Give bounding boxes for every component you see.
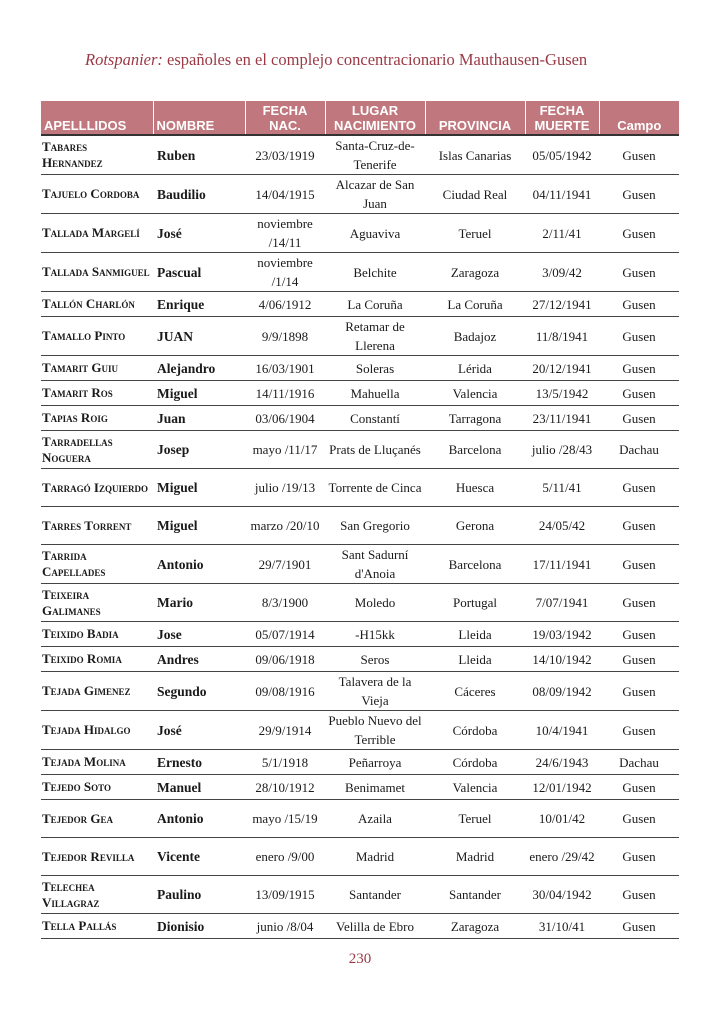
cell-apellidos: Tejada Molina bbox=[41, 750, 153, 775]
cell-fecha-muerte: 30/04/1942 bbox=[525, 876, 599, 914]
cell-fecha-nac: 28/10/1912 bbox=[245, 775, 325, 800]
cell-campo: Gusen bbox=[599, 838, 679, 876]
table-row bbox=[41, 469, 679, 507]
cell-nombre: Baudilio bbox=[153, 175, 245, 214]
cell-fecha-muerte: 23/11/1941 bbox=[525, 406, 599, 431]
running-head-italic: Rotspanier: bbox=[85, 50, 163, 69]
cell-fecha-muerte: 31/10/41 bbox=[525, 914, 599, 939]
cell-nombre: José bbox=[153, 711, 245, 750]
cell-fecha-muerte: 27/12/1941 bbox=[525, 292, 599, 317]
cell-fecha-nac: mayo /11/17 bbox=[245, 431, 325, 469]
cell-fecha-nac: mayo /15/19 bbox=[245, 800, 325, 838]
table-row bbox=[41, 584, 679, 622]
table-row bbox=[41, 253, 679, 292]
cell-nombre: Miguel bbox=[153, 381, 245, 406]
cell-campo: Gusen bbox=[599, 622, 679, 647]
cell-provincia: Madrid bbox=[425, 838, 525, 876]
cell-lugar-nacimiento: Madrid bbox=[325, 838, 425, 876]
cell-provincia: Huesca bbox=[425, 469, 525, 507]
cell-provincia: Santander bbox=[425, 876, 525, 914]
cell-apellidos: Tabares Hernandez bbox=[41, 135, 153, 175]
table-row bbox=[41, 135, 679, 175]
table-row bbox=[41, 406, 679, 431]
table-row bbox=[41, 622, 679, 647]
cell-nombre: Ruben bbox=[153, 135, 245, 175]
cell-campo: Gusen bbox=[599, 507, 679, 545]
cell-lugar-nacimiento: Azaila bbox=[325, 800, 425, 838]
cell-fecha-muerte: 08/09/1942 bbox=[525, 672, 599, 711]
cell-campo: Gusen bbox=[599, 253, 679, 292]
cell-fecha-muerte: 5/11/41 bbox=[525, 469, 599, 507]
table-row bbox=[41, 838, 679, 876]
cell-campo: Gusen bbox=[599, 711, 679, 750]
cell-campo: Gusen bbox=[599, 584, 679, 622]
cell-apellidos: Tejedor Gea bbox=[41, 800, 153, 838]
cell-nombre: Manuel bbox=[153, 775, 245, 800]
cell-lugar-nacimiento: Pueblo Nuevo del Terrible bbox=[325, 711, 425, 750]
cell-fecha-muerte: 05/05/1942 bbox=[525, 135, 599, 175]
cell-fecha-muerte: 04/11/1941 bbox=[525, 175, 599, 214]
cell-nombre: Miguel bbox=[153, 469, 245, 507]
table-row bbox=[41, 214, 679, 253]
table-row bbox=[41, 545, 679, 584]
cell-lugar-nacimiento: Sant Sadurní d'Anoia bbox=[325, 545, 425, 584]
cell-fecha-muerte: 10/4/1941 bbox=[525, 711, 599, 750]
cell-campo: Gusen bbox=[599, 292, 679, 317]
cell-provincia: Valencia bbox=[425, 381, 525, 406]
cell-campo: Gusen bbox=[599, 775, 679, 800]
cell-fecha-muerte: 24/05/42 bbox=[525, 507, 599, 545]
cell-campo: Gusen bbox=[599, 469, 679, 507]
cell-fecha-muerte: 13/5/1942 bbox=[525, 381, 599, 406]
cell-apellidos: Tejedor Revilla bbox=[41, 838, 153, 876]
table-row bbox=[41, 750, 679, 775]
cell-lugar-nacimiento: Belchite bbox=[325, 253, 425, 292]
table-row bbox=[41, 800, 679, 838]
cell-lugar-nacimiento: Soleras bbox=[325, 356, 425, 381]
cell-lugar-nacimiento: Constantí bbox=[325, 406, 425, 431]
cell-fecha-muerte: 20/12/1941 bbox=[525, 356, 599, 381]
cell-fecha-nac: 05/07/1914 bbox=[245, 622, 325, 647]
cell-apellidos: Tarradellas Noguera bbox=[41, 431, 153, 469]
cell-campo: Gusen bbox=[599, 672, 679, 711]
cell-apellidos: Tamallo Pinto bbox=[41, 317, 153, 356]
cell-provincia: Portugal bbox=[425, 584, 525, 622]
cell-fecha-nac: 29/7/1901 bbox=[245, 545, 325, 584]
cell-provincia: Badajoz bbox=[425, 317, 525, 356]
cell-fecha-muerte: 14/10/1942 bbox=[525, 647, 599, 672]
cell-apellidos: Tapias Roig bbox=[41, 406, 153, 431]
cell-fecha-nac: 14/04/1915 bbox=[245, 175, 325, 214]
cell-lugar-nacimiento: Retamar de Llerena bbox=[325, 317, 425, 356]
cell-apellidos: Tarres Torrent bbox=[41, 507, 153, 545]
cell-provincia: Zaragoza bbox=[425, 253, 525, 292]
cell-lugar-nacimiento: La Coruña bbox=[325, 292, 425, 317]
cell-lugar-nacimiento: Santa-Cruz-de-Tenerife bbox=[325, 135, 425, 175]
table-row bbox=[41, 775, 679, 800]
cell-nombre: Juan bbox=[153, 406, 245, 431]
cell-lugar-nacimiento: -H15kk bbox=[325, 622, 425, 647]
table-row bbox=[41, 292, 679, 317]
cell-provincia: Gerona bbox=[425, 507, 525, 545]
table-row bbox=[41, 431, 679, 469]
cell-provincia: Lleida bbox=[425, 622, 525, 647]
table-row bbox=[41, 381, 679, 406]
cell-provincia: Teruel bbox=[425, 800, 525, 838]
cell-lugar-nacimiento: Moledo bbox=[325, 584, 425, 622]
cell-campo: Gusen bbox=[599, 800, 679, 838]
cell-apellidos: Tella Pallás bbox=[41, 914, 153, 939]
cell-fecha-nac: 03/06/1904 bbox=[245, 406, 325, 431]
cell-apellidos: Tamarit Guiu bbox=[41, 356, 153, 381]
cell-campo: Gusen bbox=[599, 914, 679, 939]
col-header-nombre: NOMBRE bbox=[153, 101, 245, 135]
cell-fecha-muerte: 3/09/42 bbox=[525, 253, 599, 292]
cell-fecha-nac: noviembre /14/11 bbox=[245, 214, 325, 253]
cell-apellidos: Tajuelo Cordoba bbox=[41, 175, 153, 214]
cell-fecha-muerte: 17/11/1941 bbox=[525, 545, 599, 584]
table-row bbox=[41, 876, 679, 914]
cell-apellidos: Teixido Romia bbox=[41, 647, 153, 672]
cell-fecha-muerte: 2/11/41 bbox=[525, 214, 599, 253]
cell-fecha-nac: 5/1/1918 bbox=[245, 750, 325, 775]
cell-fecha-nac: noviembre /1/14 bbox=[245, 253, 325, 292]
table-row bbox=[41, 914, 679, 939]
cell-fecha-nac: 09/08/1916 bbox=[245, 672, 325, 711]
cell-provincia: Lleida bbox=[425, 647, 525, 672]
cell-fecha-nac: julio /19/13 bbox=[245, 469, 325, 507]
cell-nombre: Miguel bbox=[153, 507, 245, 545]
cell-provincia: La Coruña bbox=[425, 292, 525, 317]
col-header-apellidos: APELLLIDOS bbox=[41, 101, 153, 135]
cell-nombre: José bbox=[153, 214, 245, 253]
cell-apellidos: Telechea Villagraz bbox=[41, 876, 153, 914]
cell-fecha-nac: 4/06/1912 bbox=[245, 292, 325, 317]
cell-provincia: Cáceres bbox=[425, 672, 525, 711]
cell-fecha-nac: 13/09/1915 bbox=[245, 876, 325, 914]
cell-provincia: Lérida bbox=[425, 356, 525, 381]
col-header-fecha-muerte: FECHA MUERTE bbox=[525, 101, 599, 135]
cell-fecha-nac: marzo /20/10 bbox=[245, 507, 325, 545]
cell-fecha-muerte: 19/03/1942 bbox=[525, 622, 599, 647]
cell-lugar-nacimiento: Torrente de Cinca bbox=[325, 469, 425, 507]
cell-campo: Gusen bbox=[599, 876, 679, 914]
cell-fecha-nac: 8/3/1900 bbox=[245, 584, 325, 622]
col-header-fecha-nac: FECHA NAC. bbox=[245, 101, 325, 135]
cell-apellidos: Tejada Hidalgo bbox=[41, 711, 153, 750]
cell-campo: Gusen bbox=[599, 356, 679, 381]
cell-fecha-nac: 9/9/1898 bbox=[245, 317, 325, 356]
cell-provincia: Zaragoza bbox=[425, 914, 525, 939]
cell-campo: Gusen bbox=[599, 545, 679, 584]
cell-campo: Gusen bbox=[599, 647, 679, 672]
cell-apellidos: Teixido Badia bbox=[41, 622, 153, 647]
cell-fecha-nac: 29/9/1914 bbox=[245, 711, 325, 750]
cell-lugar-nacimiento: Aguaviva bbox=[325, 214, 425, 253]
cell-lugar-nacimiento: San Gregorio bbox=[325, 507, 425, 545]
col-header-lugar-nacimiento: LUGAR NACIMIENTO bbox=[325, 101, 425, 135]
cell-fecha-nac: 14/11/1916 bbox=[245, 381, 325, 406]
cell-nombre: Segundo bbox=[153, 672, 245, 711]
cell-nombre: Vicente bbox=[153, 838, 245, 876]
table-row bbox=[41, 672, 679, 711]
table-row bbox=[41, 507, 679, 545]
cell-campo: Gusen bbox=[599, 406, 679, 431]
cell-campo: Gusen bbox=[599, 175, 679, 214]
cell-apellidos: Tamarit Ros bbox=[41, 381, 153, 406]
cell-nombre: Mario bbox=[153, 584, 245, 622]
cell-fecha-nac: 16/03/1901 bbox=[245, 356, 325, 381]
cell-nombre: Enrique bbox=[153, 292, 245, 317]
cell-fecha-muerte: 7/07/1941 bbox=[525, 584, 599, 622]
cell-lugar-nacimiento: Talavera de la Vieja bbox=[325, 672, 425, 711]
cell-apellidos: Tejedo Soto bbox=[41, 775, 153, 800]
cell-lugar-nacimiento: Mahuella bbox=[325, 381, 425, 406]
col-header-campo: Campo bbox=[599, 101, 679, 135]
table-row bbox=[41, 317, 679, 356]
cell-fecha-nac: 09/06/1918 bbox=[245, 647, 325, 672]
cell-lugar-nacimiento: Prats de Lluçanés bbox=[325, 431, 425, 469]
cell-provincia: Barcelona bbox=[425, 431, 525, 469]
cell-fecha-muerte: 10/01/42 bbox=[525, 800, 599, 838]
table-header-row bbox=[41, 101, 679, 135]
cell-nombre: Dionisio bbox=[153, 914, 245, 939]
cell-provincia: Islas Canarias bbox=[425, 135, 525, 175]
cell-provincia: Tarragona bbox=[425, 406, 525, 431]
cell-fecha-nac: junio /8/04 bbox=[245, 914, 325, 939]
cell-fecha-muerte: 12/01/1942 bbox=[525, 775, 599, 800]
cell-fecha-nac: enero /9/00 bbox=[245, 838, 325, 876]
cell-lugar-nacimiento: Alcazar de San Juan bbox=[325, 175, 425, 214]
cell-provincia: Barcelona bbox=[425, 545, 525, 584]
cell-fecha-muerte: 24/6/1943 bbox=[525, 750, 599, 775]
page-number: 230 bbox=[348, 951, 372, 967]
cell-nombre: Antonio bbox=[153, 545, 245, 584]
cell-fecha-muerte: enero /29/42 bbox=[525, 838, 599, 876]
prisoner-table bbox=[41, 101, 679, 939]
cell-lugar-nacimiento: Peñarroya bbox=[325, 750, 425, 775]
cell-provincia: Teruel bbox=[425, 214, 525, 253]
cell-apellidos: Tallada Sanmiguel bbox=[41, 253, 153, 292]
cell-apellidos: Tarrida Capellades bbox=[41, 545, 153, 584]
table-row bbox=[41, 711, 679, 750]
running-head bbox=[85, 50, 587, 70]
cell-provincia: Córdoba bbox=[425, 750, 525, 775]
cell-campo: Gusen bbox=[599, 214, 679, 253]
cell-provincia: Valencia bbox=[425, 775, 525, 800]
running-head-rest: españoles en el complejo concentracionario Mauthausen-Gusen bbox=[162, 50, 588, 69]
cell-fecha-muerte: julio /28/43 bbox=[525, 431, 599, 469]
cell-campo: Dachau bbox=[599, 750, 679, 775]
cell-nombre: JUAN bbox=[153, 317, 245, 356]
cell-lugar-nacimiento: Benimamet bbox=[325, 775, 425, 800]
col-header-provincia: PROVINCIA bbox=[425, 101, 525, 135]
cell-apellidos: Tarragó Izquierdo bbox=[41, 469, 153, 507]
cell-lugar-nacimiento: Santander bbox=[325, 876, 425, 914]
cell-fecha-muerte: 11/8/1941 bbox=[525, 317, 599, 356]
cell-campo: Gusen bbox=[599, 135, 679, 175]
cell-nombre: Paulino bbox=[153, 876, 245, 914]
cell-nombre: Andres bbox=[153, 647, 245, 672]
cell-provincia: Ciudad Real bbox=[425, 175, 525, 214]
cell-nombre: Pascual bbox=[153, 253, 245, 292]
cell-lugar-nacimiento: Seros bbox=[325, 647, 425, 672]
cell-campo: Gusen bbox=[599, 317, 679, 356]
cell-nombre: Jose bbox=[153, 622, 245, 647]
cell-provincia: Córdoba bbox=[425, 711, 525, 750]
cell-lugar-nacimiento: Velilla de Ebro bbox=[325, 914, 425, 939]
cell-nombre: Josep bbox=[153, 431, 245, 469]
table-row bbox=[41, 356, 679, 381]
cell-campo: Dachau bbox=[599, 431, 679, 469]
cell-apellidos: Tallón Charlón bbox=[41, 292, 153, 317]
cell-apellidos: Tallada Margelí bbox=[41, 214, 153, 253]
cell-fecha-nac: 23/03/1919 bbox=[245, 135, 325, 175]
table-row bbox=[41, 175, 679, 214]
cell-nombre: Alejandro bbox=[153, 356, 245, 381]
cell-campo: Gusen bbox=[599, 381, 679, 406]
cell-apellidos: Tejada Gimenez bbox=[41, 672, 153, 711]
cell-nombre: Antonio bbox=[153, 800, 245, 838]
table-row bbox=[41, 647, 679, 672]
cell-nombre: Ernesto bbox=[153, 750, 245, 775]
cell-apellidos: Teixeira Galimanes bbox=[41, 584, 153, 622]
